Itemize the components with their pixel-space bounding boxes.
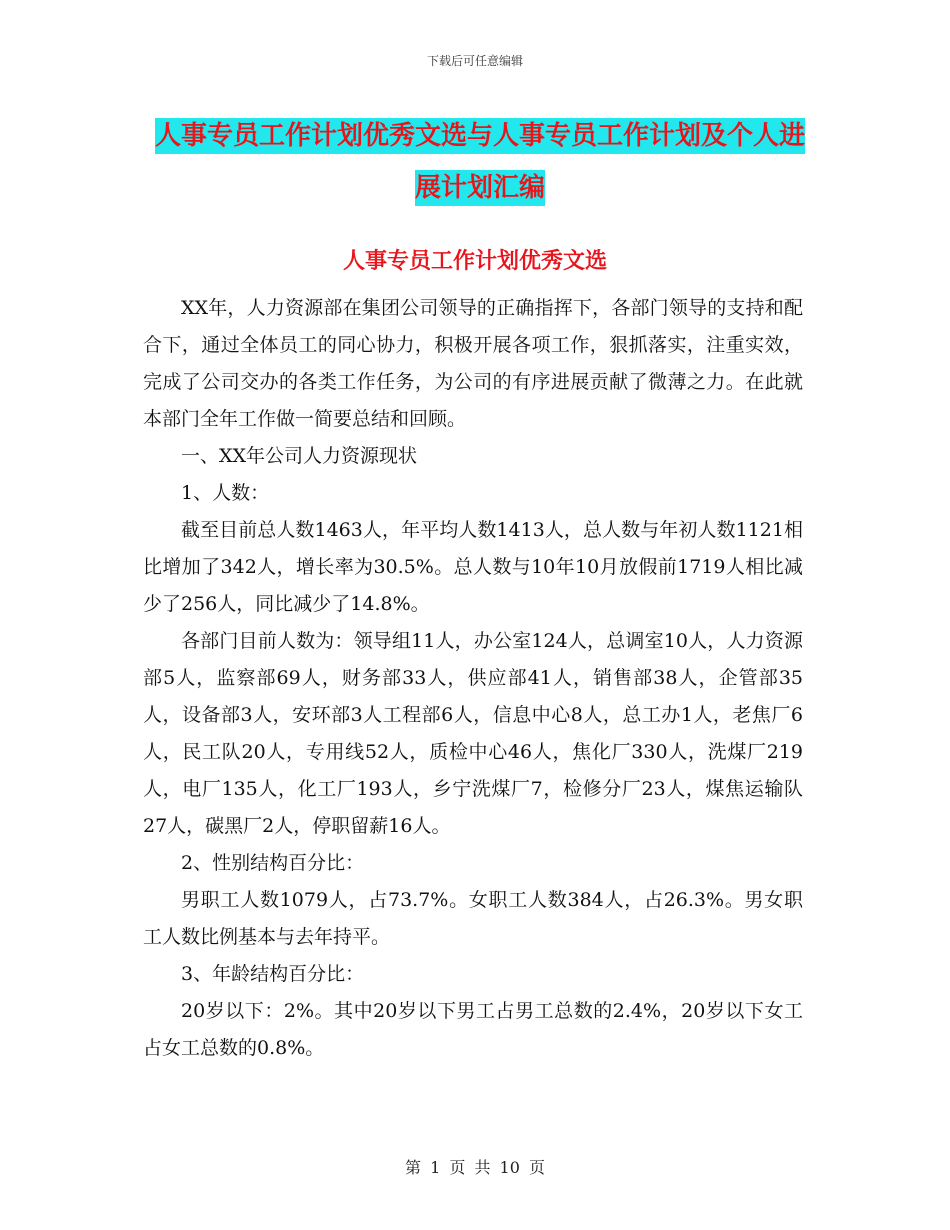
paragraph: XX年，人力资源部在集团公司领导的正确指挥下，各部门领导的支持和配合下，通过全体员工的同心协力，积极开展各项工作，狠抓落实，注重实效，完成了公司交办的各类工作任务，为公司的有序进展贡献了微薄之力。在此就本部门全年工作做一简要总结和回顾。 [143,297,803,430]
paragraph: 截至目前总人数1463人，年平均人数1413人，总人数与年初人数1121相比增加了342人，增长率为30.5%。总人数与10年10月放假前1719人相比减少了256人，同比减少了14.8%。 [143,519,803,615]
page-header: 下载后可任意编辑 [426,54,523,68]
subheading-gender: 2、性别结构百分比： [181,852,365,874]
paragraph: 20岁以下：2%。其中20岁以下男工占男工总数的2.4%，20岁以下女工占女工总数的0.8%。 [143,1000,803,1059]
body-text [143,290,803,1067]
subheading-headcount: 1、人数： [181,482,270,504]
heading-hr-status: 一、XX年公司人力资源现状 [181,445,418,467]
paragraph: 男职工人数1079人，占73.7%。女职工人数384人，占26.3%。男女职工人数比例基本与去年持平。 [143,889,803,948]
section-title: 人事专员工作计划优秀文选 [342,248,607,274]
page-footer: 第 1 页 共 10 页 [405,1158,545,1177]
document-title [150,110,810,214]
subheading-age: 3、年龄结构百分比： [181,963,365,985]
paragraph: 各部门目前人数为：领导组11人，办公室124人，总调室10人，人力资源部5人，监察部69人，财务部33人，供应部41人，销售部38人，企管部35人，设备部3人，安环部3人工程部6人，信息中心8人，总工办1人，老焦厂6人，民工队20人，专用线52人，质检中心46人，焦化厂330人，洗煤厂219人，电厂135人，化工厂193人，乡宁洗煤厂7，检修分厂23人，煤焦运输队27人，碳黑厂2人，停职留薪16人。 [143,630,803,837]
document-title-text: 人事专员工作计划优秀文选与人事专员工作计划及个人进展计划汇编 [155,118,805,206]
